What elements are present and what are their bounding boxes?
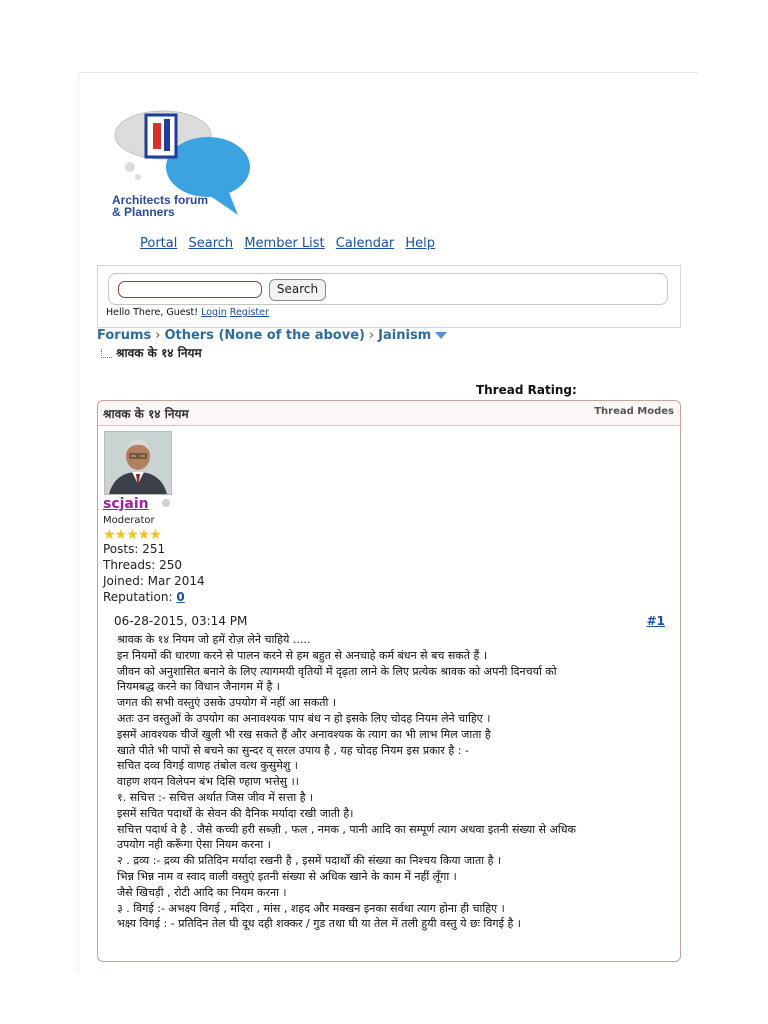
breadcrumb-jainism[interactable]: Jainism <box>378 328 432 343</box>
logo-forum-word: forum <box>174 193 209 207</box>
user-reputation <box>103 590 185 604</box>
user-joined: Joined: Mar 2014 <box>103 574 205 588</box>
breadcrumb-separator: › <box>155 328 161 343</box>
reputation-value-link[interactable]: 0 <box>176 590 185 604</box>
post-date: 06-28-2015, 03:14 PM <box>114 614 248 628</box>
search-button[interactable]: Search <box>269 279 326 301</box>
post-line: इसमें सचित पदार्थों के सेवन की दैनिक मर्यादा रखी जाती है। <box>117 806 354 820</box>
dropdown-caret-icon[interactable] <box>435 332 447 339</box>
breadcrumb-current <box>101 344 202 361</box>
nav-search[interactable]: Search <box>188 236 234 251</box>
post-line: इसमें आवश्यक चीजें खुली भी रख सकते हैं और अनावश्यक के त्याग का भी लाभ मिल जाता है <box>117 727 491 741</box>
breadcrumb-current-label: श्रावक के १४ नियम <box>116 346 202 360</box>
register-link[interactable]: Register <box>229 307 269 318</box>
user-threads: Threads: 250 <box>103 558 182 572</box>
user-title: Moderator <box>103 515 155 526</box>
login-link[interactable]: Login <box>201 307 227 318</box>
reputation-label: Reputation: <box>103 590 173 604</box>
top-navigation <box>140 236 442 251</box>
logo-line2: & Planners <box>112 205 175 219</box>
offline-status-icon <box>162 499 170 507</box>
post-line: ३ . विगई :- अभक्ष्य विगई , मदिरा , मांस , शहद और मक्खन इनका सर्वथा त्याग होना ही चाहिए । <box>117 901 505 915</box>
page-left-border <box>78 72 79 972</box>
guest-welcome <box>106 307 269 318</box>
nav-help[interactable]: Help <box>405 236 436 251</box>
search-input[interactable] <box>118 281 262 298</box>
post-line: १. सचित्त :- सचित्त अर्थात जिस जीव में सत्ता है । <box>117 790 314 804</box>
nav-calendar[interactable]: Calendar <box>335 236 395 251</box>
page-top-border <box>78 72 698 73</box>
post-line: भक्ष्य विगई : - प्रतिदिन तेल घी दूध दही शक्कर / गुड तथा घी या तेल में तली हुयी वस्तु ये छः विगई है । <box>117 917 521 931</box>
breadcrumb-forums[interactable]: Forums <box>97 328 152 343</box>
thread-container <box>97 400 681 962</box>
guest-greeting: Hello There, Guest! <box>106 307 199 318</box>
post-line: उपयोग नही करूँगा ऐसा नियम करना । <box>117 838 271 852</box>
post-line: जगत की सभी वस्तुएं उसके उपयोग में नहीं आ सकती । <box>117 696 337 710</box>
username-link[interactable]: scjain <box>103 496 149 512</box>
post-number-link[interactable]: #1 <box>646 614 665 628</box>
thread-modes-button[interactable]: Thread Modes <box>594 406 674 417</box>
thread-header <box>98 401 680 426</box>
post-line: सचित्त पदार्थ वे है . जैसे कच्ची हरी सब्ज़ी , फल , नमक , पानी आदि का सम्पूर्ण त्याग अथवा इतनी संख्या से अधिक <box>117 822 576 836</box>
post-line: इन नियमों की धारणा करने से पालन करने से हम बहुत से अनचाहे कर्म बंधन से बच सकते हैं । <box>117 648 488 662</box>
post-line: श्रावक के १४ नियम जो हमें रोज़ लेने चाहिये ..... <box>117 633 311 646</box>
post-line: भिन्न भिन्न नाम व स्वाद वाली वस्तुएं इतनी संख्या से अधिक खाने के काम में नहीं लूँगा । <box>117 869 457 883</box>
post-line: सचित दव्व विगई वाणह तंबोल वत्थ कुसुमेशु । <box>117 759 298 773</box>
thread-title: श्रावक के १४ नियम <box>103 407 189 421</box>
post-line: अतः उन वस्तुओं के उपयोग का अनावश्यक पाप बंध न हो इसके लिए चोदह नियम लेने चाहिए । <box>117 711 491 725</box>
breadcrumb-others[interactable]: Others (None of the above) <box>164 328 365 343</box>
user-photo-icon <box>105 432 171 494</box>
logo-line1: Architects <box>112 193 171 207</box>
post-line: जीवन को अनुशासित बनाने के लिए त्यागमयी वृतियों में दृढ़ता लाने के लिए प्रत्येक श्रावक को अपनी दिनचर्या को <box>117 664 557 678</box>
user-posts: Posts: 251 <box>103 542 166 556</box>
post-line: खाते पीते भी पापों से बचने का सुन्दर व् सरल उपाय है , यह चोदह नियम इस प्रकार है : - <box>117 743 469 757</box>
breadcrumb-separator: › <box>368 328 375 343</box>
post-line: नियमबद्ध करने का विधान जैनागम में है । <box>117 680 280 694</box>
user-stars-icon: ★★★★★ <box>103 527 161 543</box>
nav-portal[interactable]: Portal <box>140 236 178 251</box>
search-bar <box>108 273 668 305</box>
breadcrumb <box>97 328 447 343</box>
post-body <box>117 632 669 932</box>
post-line: वाहण शयन विलेपन बंभ दिसि ण्हाण भत्तेसु ।। <box>117 775 299 789</box>
logo-text <box>112 194 208 218</box>
header-panel <box>97 265 681 328</box>
thread-rating-label: Thread Rating: <box>476 383 577 397</box>
post-line: जैसे खिचड़ी , रोटी आदि का नियम करना । <box>117 885 287 899</box>
tree-connector-icon <box>101 349 112 358</box>
avatar[interactable] <box>104 431 172 495</box>
post-line: २ . द्रव्य :- द्रव्य की प्रतिदिन मर्यादा रखनी है , इसमें पदार्थों की संख्या का निश्चय किया जाता है । <box>117 854 502 868</box>
nav-member-list[interactable]: Member List <box>244 236 325 251</box>
